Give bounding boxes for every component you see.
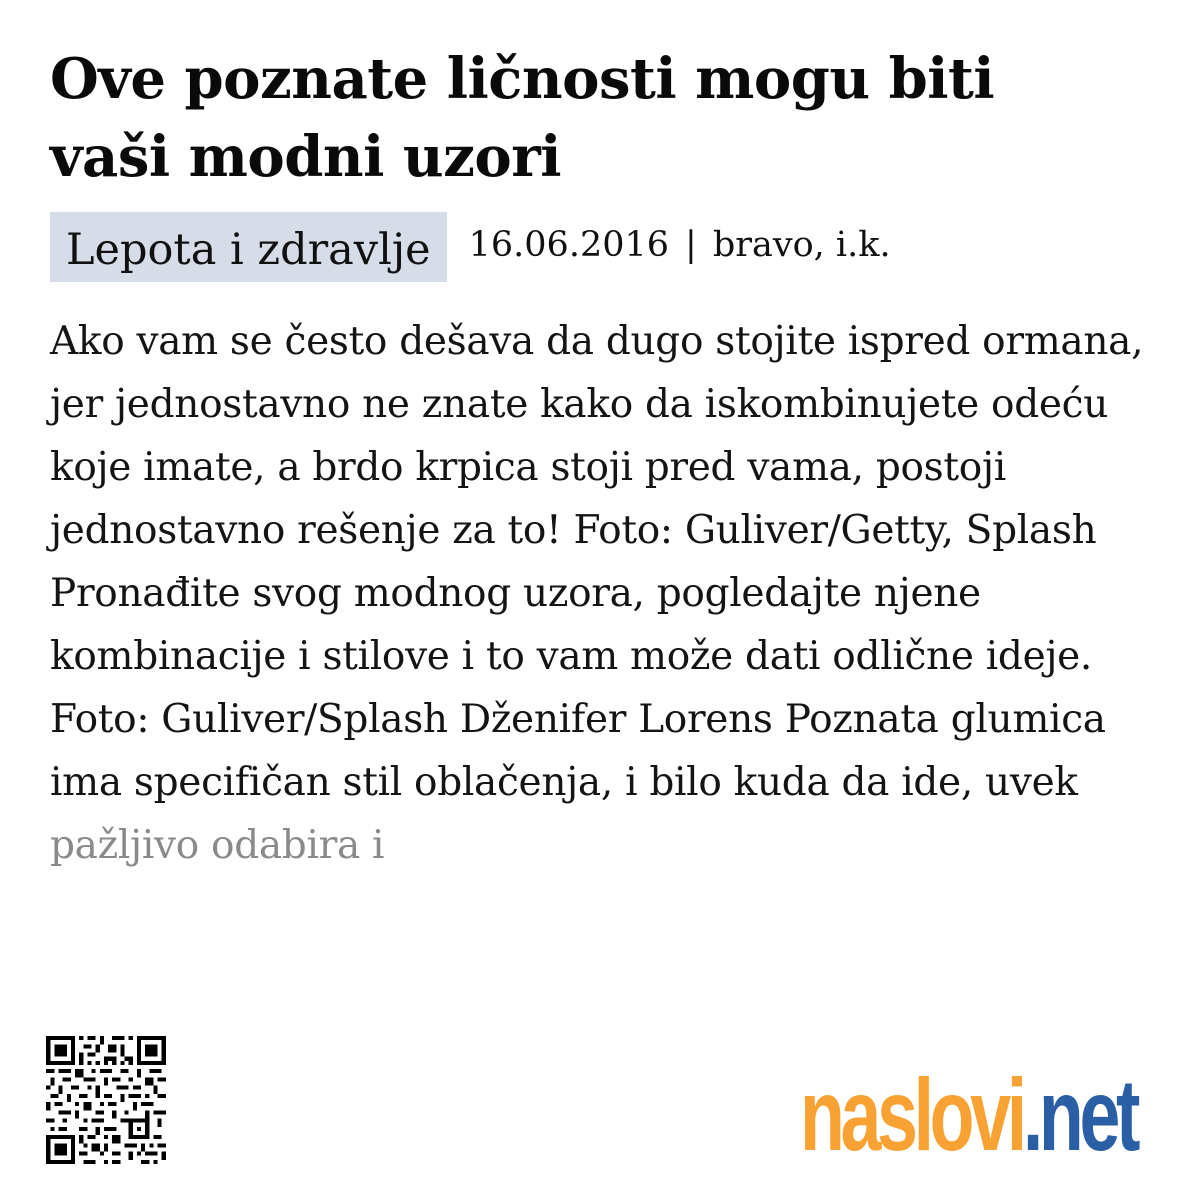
- body-line-faded: pažljivo odabira i: [50, 823, 385, 868]
- meta-info: [469, 224, 891, 266]
- body-line: jer jednostavno ne znate kako da iskombinujete odeću: [50, 382, 1109, 427]
- article-title-line-2: vaši modni uzori: [50, 124, 562, 190]
- body-line: koje imate, a brdo krpica stoji pred vama, postoji: [50, 445, 1006, 490]
- body-line: kombinacije i stilove i to vam može dati odlične ideje.: [50, 634, 1093, 679]
- article-author: bravo, i.k.: [712, 225, 891, 265]
- body-line: ima specifičan stil oblačenja, i bilo kuda da ide, uvek: [50, 760, 1078, 805]
- logo-part-1: naslovi: [800, 1058, 1023, 1172]
- body-line: Foto: Guliver/Splash Dženifer Lorens Poznata glumica: [50, 697, 1106, 742]
- article-meta: [50, 212, 1160, 282]
- article-body: [50, 310, 1160, 877]
- body-line: jednostavno rešenje za to! Foto: Guliver/Getty, Splash: [50, 508, 1097, 553]
- meta-separator: |: [685, 225, 697, 265]
- category-tag[interactable]: Lepota i zdravlje: [50, 212, 447, 282]
- article-title-line-1: Ove poznate ličnosti mogu biti: [50, 46, 995, 112]
- logo-part-2: .net: [1022, 1058, 1137, 1172]
- body-line: Ako vam se često dešava da dugo stojite ispred ormana,: [50, 319, 1144, 364]
- article-title: [50, 40, 1160, 196]
- naslovi-logo[interactable]: [800, 1060, 1136, 1170]
- body-line: Pronađite svog modnog uzora, pogledajte njene: [50, 571, 981, 616]
- qr-code-icon[interactable]: [46, 1036, 166, 1164]
- article-date: 16.06.2016: [468, 225, 670, 265]
- article: [50, 40, 1160, 877]
